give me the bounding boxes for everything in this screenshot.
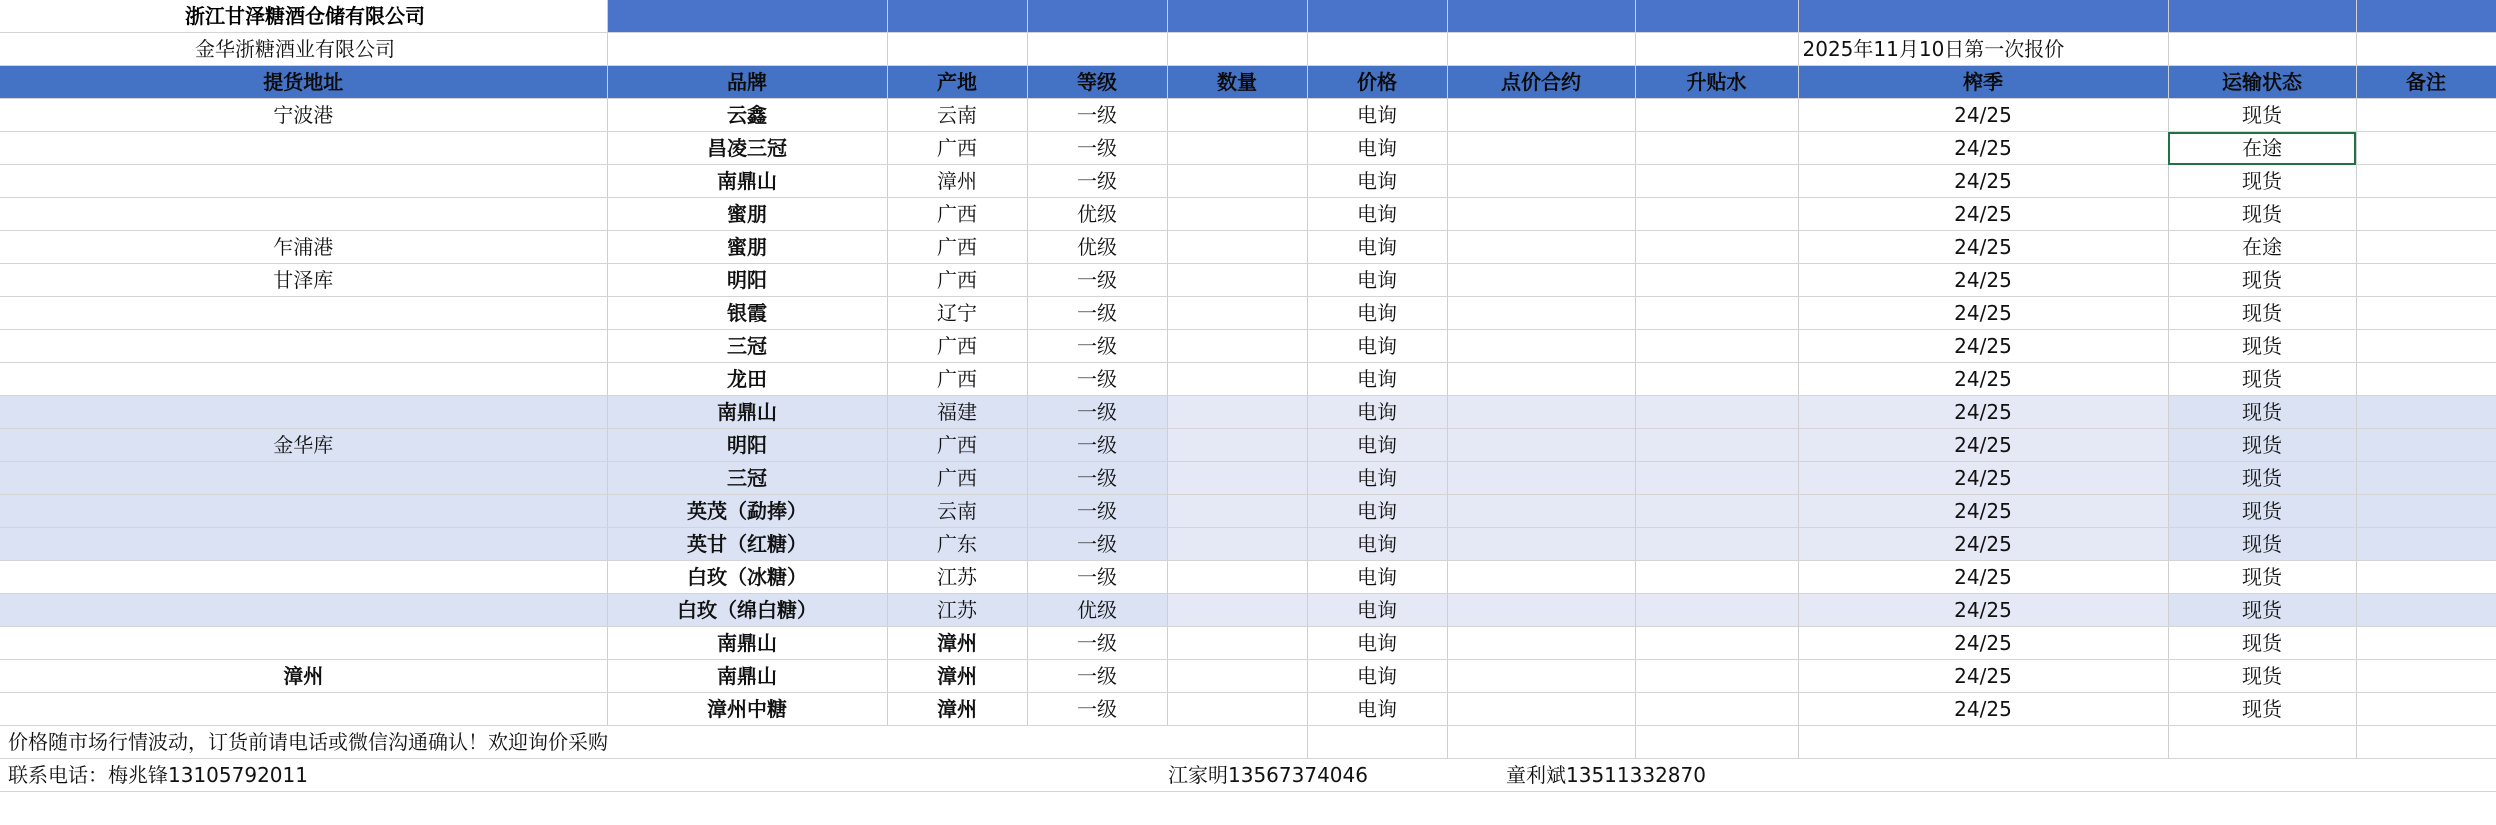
header-price[interactable]: 价格 (1307, 66, 1447, 99)
status-cell[interactable]: 现货 (2168, 198, 2356, 231)
remark-cell[interactable] (2356, 363, 2496, 396)
quantity-cell[interactable] (1167, 561, 1307, 594)
season-cell[interactable]: 24/25 (1798, 297, 2168, 330)
origin-cell[interactable]: 漳州 (887, 165, 1027, 198)
price-cell[interactable]: 电询 (1307, 165, 1447, 198)
status-cell[interactable]: 现货 (2168, 594, 2356, 627)
price-cell[interactable]: 电询 (1307, 198, 1447, 231)
origin-cell[interactable]: 辽宁 (887, 297, 1027, 330)
cell[interactable] (2356, 726, 2496, 759)
origin-cell[interactable]: 广西 (887, 264, 1027, 297)
brand-cell[interactable]: 南鼎山 (607, 396, 887, 429)
brand-cell[interactable]: 漳州中糖 (607, 693, 887, 726)
location-cell[interactable]: 金华库 (0, 429, 607, 462)
season-cell[interactable]: 24/25 (1798, 495, 2168, 528)
header-remark[interactable]: 备注 (2356, 66, 2496, 99)
location-cell[interactable] (0, 396, 607, 429)
premium-cell[interactable] (1635, 528, 1798, 561)
price-cell[interactable]: 电询 (1307, 528, 1447, 561)
premium-cell[interactable] (1635, 198, 1798, 231)
table-row (0, 198, 2496, 231)
status-cell[interactable]: 现货 (2168, 165, 2356, 198)
season-cell[interactable]: 24/25 (1798, 528, 2168, 561)
season-cell[interactable]: 24/25 (1798, 429, 2168, 462)
cell[interactable] (1447, 726, 1635, 759)
quantity-cell[interactable] (1167, 627, 1307, 660)
quantity-cell[interactable] (1167, 264, 1307, 297)
premium-cell[interactable] (1635, 132, 1798, 165)
table-row (0, 99, 2496, 132)
location-cell[interactable] (0, 693, 607, 726)
remark-cell[interactable] (2356, 396, 2496, 429)
contact-cell[interactable] (0, 759, 2496, 792)
season-cell[interactable]: 24/25 (1798, 99, 2168, 132)
cell[interactable] (1307, 33, 1447, 66)
contact-secondary: 江家明13567374046 (1168, 763, 1368, 787)
grade-cell[interactable]: 一级 (1027, 693, 1167, 726)
origin-cell[interactable]: 漳州 (887, 693, 1027, 726)
cell[interactable] (2168, 726, 2356, 759)
location-cell[interactable] (0, 528, 607, 561)
location-cell[interactable] (0, 165, 607, 198)
status-cell[interactable]: 现货 (2168, 330, 2356, 363)
brand-cell[interactable]: 龙田 (607, 363, 887, 396)
location-cell[interactable] (0, 561, 607, 594)
remark-cell[interactable] (2356, 594, 2496, 627)
company-title[interactable]: 浙江甘泽糖酒仓储有限公司 (0, 0, 607, 33)
origin-cell[interactable]: 广西 (887, 231, 1027, 264)
season-cell[interactable]: 24/25 (1798, 231, 2168, 264)
origin-cell[interactable]: 广西 (887, 198, 1027, 231)
cell[interactable] (1027, 0, 1167, 33)
status-cell[interactable]: 现货 (2168, 396, 2356, 429)
quantity-cell[interactable] (1167, 297, 1307, 330)
remark-cell[interactable] (2356, 330, 2496, 363)
remark-cell[interactable] (2356, 693, 2496, 726)
point-contract-cell[interactable] (1447, 627, 1635, 660)
premium-cell[interactable] (1635, 363, 1798, 396)
point-contract-cell[interactable] (1447, 462, 1635, 495)
point-contract-cell[interactable] (1447, 198, 1635, 231)
brand-cell[interactable]: 银霞 (607, 297, 887, 330)
point-contract-cell[interactable] (1447, 264, 1635, 297)
origin-cell[interactable]: 广东 (887, 528, 1027, 561)
remark-cell[interactable] (2356, 462, 2496, 495)
premium-cell[interactable] (1635, 693, 1798, 726)
premium-cell[interactable] (1635, 594, 1798, 627)
header-origin[interactable]: 产地 (887, 66, 1027, 99)
origin-cell[interactable]: 福建 (887, 396, 1027, 429)
status-cell[interactable]: 现货 (2168, 693, 2356, 726)
point-contract-cell[interactable] (1447, 660, 1635, 693)
price-cell[interactable]: 电询 (1307, 594, 1447, 627)
cell[interactable] (1447, 33, 1635, 66)
sub-company[interactable]: 金华浙糖酒业有限公司 (0, 33, 607, 66)
quantity-cell[interactable] (1167, 528, 1307, 561)
header-quantity[interactable]: 数量 (1167, 66, 1307, 99)
premium-cell[interactable] (1635, 561, 1798, 594)
table-row (0, 165, 2496, 198)
location-cell[interactable] (0, 132, 607, 165)
cell[interactable] (1307, 0, 1447, 33)
brand-cell[interactable]: 南鼎山 (607, 165, 887, 198)
quantity-cell[interactable] (1167, 99, 1307, 132)
table-row (0, 396, 2496, 429)
status-cell[interactable]: 现货 (2168, 99, 2356, 132)
origin-cell[interactable]: 江苏 (887, 594, 1027, 627)
location-cell[interactable] (0, 330, 607, 363)
quantity-cell[interactable] (1167, 231, 1307, 264)
brand-cell[interactable]: 昌凌三冠 (607, 132, 887, 165)
cell[interactable] (607, 33, 887, 66)
location-cell[interactable] (0, 594, 607, 627)
price-cell[interactable]: 电询 (1307, 330, 1447, 363)
grade-cell[interactable]: 优级 (1027, 594, 1167, 627)
cell[interactable] (1447, 0, 1635, 33)
price-cell[interactable]: 电询 (1307, 627, 1447, 660)
status-cell[interactable]: 现货 (2168, 363, 2356, 396)
cell[interactable] (2168, 33, 2356, 66)
cell[interactable] (887, 0, 1027, 33)
premium-cell[interactable] (1635, 495, 1798, 528)
price-cell[interactable]: 电询 (1307, 363, 1447, 396)
location-cell[interactable] (0, 363, 607, 396)
status-cell[interactable]: 在途 (2168, 132, 2356, 165)
status-cell[interactable]: 现货 (2168, 528, 2356, 561)
grade-cell[interactable]: 一级 (1027, 132, 1167, 165)
contact-row (0, 759, 2496, 792)
point-contract-cell[interactable] (1447, 132, 1635, 165)
season-cell[interactable]: 24/25 (1798, 165, 2168, 198)
cell[interactable] (1798, 726, 2168, 759)
table-row (0, 297, 2496, 330)
header-premium[interactable]: 升贴水 (1635, 66, 1798, 99)
grade-cell[interactable]: 一级 (1027, 396, 1167, 429)
footer-note[interactable]: 价格随市场行情波动，订货前请电话或微信沟通确认！欢迎询价采购 (0, 726, 1307, 759)
grade-cell[interactable]: 一级 (1027, 627, 1167, 660)
cell[interactable] (1167, 0, 1307, 33)
table-row (0, 495, 2496, 528)
cell[interactable] (1798, 0, 2168, 33)
remark-cell[interactable] (2356, 231, 2496, 264)
remark-cell[interactable] (2356, 528, 2496, 561)
grade-cell[interactable]: 一级 (1027, 99, 1167, 132)
brand-cell[interactable]: 南鼎山 (607, 627, 887, 660)
remark-cell[interactable] (2356, 264, 2496, 297)
point-contract-cell[interactable] (1447, 396, 1635, 429)
quantity-cell[interactable] (1167, 495, 1307, 528)
season-cell[interactable]: 24/25 (1798, 693, 2168, 726)
table-row (0, 528, 2496, 561)
grade-cell[interactable]: 一级 (1027, 429, 1167, 462)
cell[interactable] (1635, 33, 1798, 66)
premium-cell[interactable] (1635, 231, 1798, 264)
grade-cell[interactable]: 一级 (1027, 165, 1167, 198)
grade-cell[interactable]: 一级 (1027, 528, 1167, 561)
quantity-cell[interactable] (1167, 363, 1307, 396)
header-row (0, 66, 2496, 99)
point-contract-cell[interactable] (1447, 99, 1635, 132)
footer-note-row (0, 726, 2496, 759)
table-row (0, 132, 2496, 165)
status-cell[interactable]: 现货 (2168, 462, 2356, 495)
brand-cell[interactable]: 三冠 (607, 330, 887, 363)
remark-cell[interactable] (2356, 165, 2496, 198)
price-cell[interactable]: 电询 (1307, 264, 1447, 297)
status-cell[interactable]: 现货 (2168, 264, 2356, 297)
table-row (0, 627, 2496, 660)
status-cell[interactable]: 现货 (2168, 561, 2356, 594)
brand-cell[interactable]: 云鑫 (607, 99, 887, 132)
season-cell[interactable]: 24/25 (1798, 396, 2168, 429)
quantity-cell[interactable] (1167, 660, 1307, 693)
premium-cell[interactable] (1635, 462, 1798, 495)
premium-cell[interactable] (1635, 99, 1798, 132)
cell[interactable] (1307, 726, 1447, 759)
status-cell[interactable]: 现货 (2168, 429, 2356, 462)
status-cell[interactable]: 在途 (2168, 231, 2356, 264)
grade-cell[interactable]: 一级 (1027, 462, 1167, 495)
table-row (0, 264, 2496, 297)
grade-cell[interactable]: 一级 (1027, 495, 1167, 528)
point-contract-cell[interactable] (1447, 297, 1635, 330)
header-brand[interactable]: 品牌 (607, 66, 887, 99)
price-cell[interactable]: 电询 (1307, 495, 1447, 528)
quantity-cell[interactable] (1167, 396, 1307, 429)
price-cell[interactable]: 电询 (1307, 396, 1447, 429)
remark-cell[interactable] (2356, 660, 2496, 693)
price-cell[interactable]: 电询 (1307, 693, 1447, 726)
brand-cell[interactable]: 蜜朋 (607, 231, 887, 264)
location-cell[interactable]: 乍浦港 (0, 231, 607, 264)
brand-cell[interactable]: 三冠 (607, 462, 887, 495)
brand-cell[interactable]: 南鼎山 (607, 660, 887, 693)
contact-primary: 联系电话：梅兆锋13105792011 (8, 763, 308, 787)
location-cell[interactable] (0, 495, 607, 528)
price-cell[interactable]: 电询 (1307, 429, 1447, 462)
price-cell[interactable]: 电询 (1307, 132, 1447, 165)
premium-cell[interactable] (1635, 165, 1798, 198)
grade-cell[interactable]: 优级 (1027, 198, 1167, 231)
season-cell[interactable]: 24/25 (1798, 627, 2168, 660)
quantity-cell[interactable] (1167, 594, 1307, 627)
point-contract-cell[interactable] (1447, 363, 1635, 396)
origin-cell[interactable]: 漳州 (887, 627, 1027, 660)
location-cell[interactable]: 宁波港 (0, 99, 607, 132)
premium-cell[interactable] (1635, 660, 1798, 693)
season-cell[interactable]: 24/25 (1798, 561, 2168, 594)
header-grade[interactable]: 等级 (1027, 66, 1167, 99)
cell[interactable] (2168, 0, 2356, 33)
quantity-cell[interactable] (1167, 198, 1307, 231)
season-cell[interactable]: 24/25 (1798, 462, 2168, 495)
premium-cell[interactable] (1635, 330, 1798, 363)
status-cell[interactable]: 现货 (2168, 495, 2356, 528)
point-contract-cell[interactable] (1447, 165, 1635, 198)
table-row (0, 594, 2496, 627)
premium-cell[interactable] (1635, 396, 1798, 429)
status-cell[interactable]: 现货 (2168, 627, 2356, 660)
table-row (0, 693, 2496, 726)
table-row (0, 462, 2496, 495)
table-row (0, 231, 2496, 264)
brand-cell[interactable]: 白玫（冰糖） (607, 561, 887, 594)
origin-cell[interactable]: 云南 (887, 99, 1027, 132)
brand-cell[interactable]: 白玫（绵白糖） (607, 594, 887, 627)
season-cell[interactable]: 24/25 (1798, 330, 2168, 363)
grade-cell[interactable]: 优级 (1027, 231, 1167, 264)
origin-cell[interactable]: 广西 (887, 363, 1027, 396)
price-cell[interactable]: 电询 (1307, 660, 1447, 693)
origin-cell[interactable]: 广西 (887, 429, 1027, 462)
origin-cell[interactable]: 广西 (887, 330, 1027, 363)
cell[interactable] (607, 0, 887, 33)
point-contract-cell[interactable] (1447, 561, 1635, 594)
cell[interactable] (1635, 0, 1798, 33)
point-contract-cell[interactable] (1447, 693, 1635, 726)
brand-cell[interactable]: 蜜朋 (607, 198, 887, 231)
remark-cell[interactable] (2356, 132, 2496, 165)
location-cell[interactable] (0, 462, 607, 495)
brand-cell[interactable]: 明阳 (607, 264, 887, 297)
quantity-cell[interactable] (1167, 693, 1307, 726)
premium-cell[interactable] (1635, 297, 1798, 330)
contact-tertiary: 童利斌13511332870 (1506, 763, 1706, 787)
header-status[interactable]: 运输状态 (2168, 66, 2356, 99)
grade-cell[interactable]: 一级 (1027, 330, 1167, 363)
grade-cell[interactable]: 一级 (1027, 297, 1167, 330)
season-cell[interactable]: 24/25 (1798, 132, 2168, 165)
remark-cell[interactable] (2356, 429, 2496, 462)
cell[interactable] (2356, 33, 2496, 66)
table-row (0, 429, 2496, 462)
header-point-contract[interactable]: 点价合约 (1447, 66, 1635, 99)
subtitle-row (0, 33, 2496, 66)
remark-cell[interactable] (2356, 561, 2496, 594)
quantity-cell[interactable] (1167, 165, 1307, 198)
cell[interactable] (1635, 726, 1798, 759)
cell[interactable] (1027, 33, 1167, 66)
location-cell[interactable]: 甘泽库 (0, 264, 607, 297)
origin-cell[interactable]: 云南 (887, 495, 1027, 528)
season-cell[interactable]: 24/25 (1798, 363, 2168, 396)
status-cell[interactable]: 现货 (2168, 297, 2356, 330)
point-contract-cell[interactable] (1447, 231, 1635, 264)
quantity-cell[interactable] (1167, 429, 1307, 462)
cell[interactable] (1167, 33, 1307, 66)
quantity-cell[interactable] (1167, 132, 1307, 165)
point-contract-cell[interactable] (1447, 429, 1635, 462)
quantity-cell[interactable] (1167, 330, 1307, 363)
season-cell[interactable]: 24/25 (1798, 594, 2168, 627)
location-cell[interactable] (0, 297, 607, 330)
origin-cell[interactable]: 广西 (887, 462, 1027, 495)
brand-cell[interactable]: 英茂（勐捧） (607, 495, 887, 528)
remark-cell[interactable] (2356, 198, 2496, 231)
grade-cell[interactable]: 一级 (1027, 660, 1167, 693)
cell[interactable] (2356, 0, 2496, 33)
location-cell[interactable] (0, 627, 607, 660)
brand-cell[interactable]: 明阳 (607, 429, 887, 462)
status-cell[interactable]: 现货 (2168, 660, 2356, 693)
header-season[interactable]: 榨季 (1798, 66, 2168, 99)
point-contract-cell[interactable] (1447, 495, 1635, 528)
offer-date-note[interactable]: 2025年11月10日第一次报价 (1798, 33, 2168, 66)
table-row (0, 660, 2496, 693)
price-cell[interactable]: 电询 (1307, 297, 1447, 330)
point-contract-cell[interactable] (1447, 594, 1635, 627)
season-cell[interactable]: 24/25 (1798, 198, 2168, 231)
origin-cell[interactable]: 漳州 (887, 660, 1027, 693)
origin-cell[interactable]: 广西 (887, 132, 1027, 165)
brand-cell[interactable]: 英甘（红糖） (607, 528, 887, 561)
point-contract-cell[interactable] (1447, 528, 1635, 561)
premium-cell[interactable] (1635, 429, 1798, 462)
location-cell[interactable] (0, 198, 607, 231)
table-row (0, 561, 2496, 594)
header-location[interactable]: 提货地址 (0, 66, 607, 99)
price-cell[interactable]: 电询 (1307, 561, 1447, 594)
premium-cell[interactable] (1635, 264, 1798, 297)
grade-cell[interactable]: 一级 (1027, 264, 1167, 297)
price-cell[interactable]: 电询 (1307, 99, 1447, 132)
table-row (0, 363, 2496, 396)
season-cell[interactable]: 24/25 (1798, 264, 2168, 297)
contact-line (0, 759, 2496, 791)
price-cell[interactable]: 电询 (1307, 462, 1447, 495)
season-cell[interactable]: 24/25 (1798, 660, 2168, 693)
remark-cell[interactable] (2356, 99, 2496, 132)
table-row (0, 330, 2496, 363)
cell[interactable] (887, 33, 1027, 66)
price-cell[interactable]: 电询 (1307, 231, 1447, 264)
grade-cell[interactable]: 一级 (1027, 363, 1167, 396)
quantity-cell[interactable] (1167, 462, 1307, 495)
origin-cell[interactable]: 江苏 (887, 561, 1027, 594)
grade-cell[interactable]: 一级 (1027, 561, 1167, 594)
remark-cell[interactable] (2356, 627, 2496, 660)
location-cell[interactable]: 漳州 (0, 660, 607, 693)
remark-cell[interactable] (2356, 297, 2496, 330)
title-row (0, 0, 2496, 33)
point-contract-cell[interactable] (1447, 330, 1635, 363)
remark-cell[interactable] (2356, 495, 2496, 528)
premium-cell[interactable] (1635, 627, 1798, 660)
